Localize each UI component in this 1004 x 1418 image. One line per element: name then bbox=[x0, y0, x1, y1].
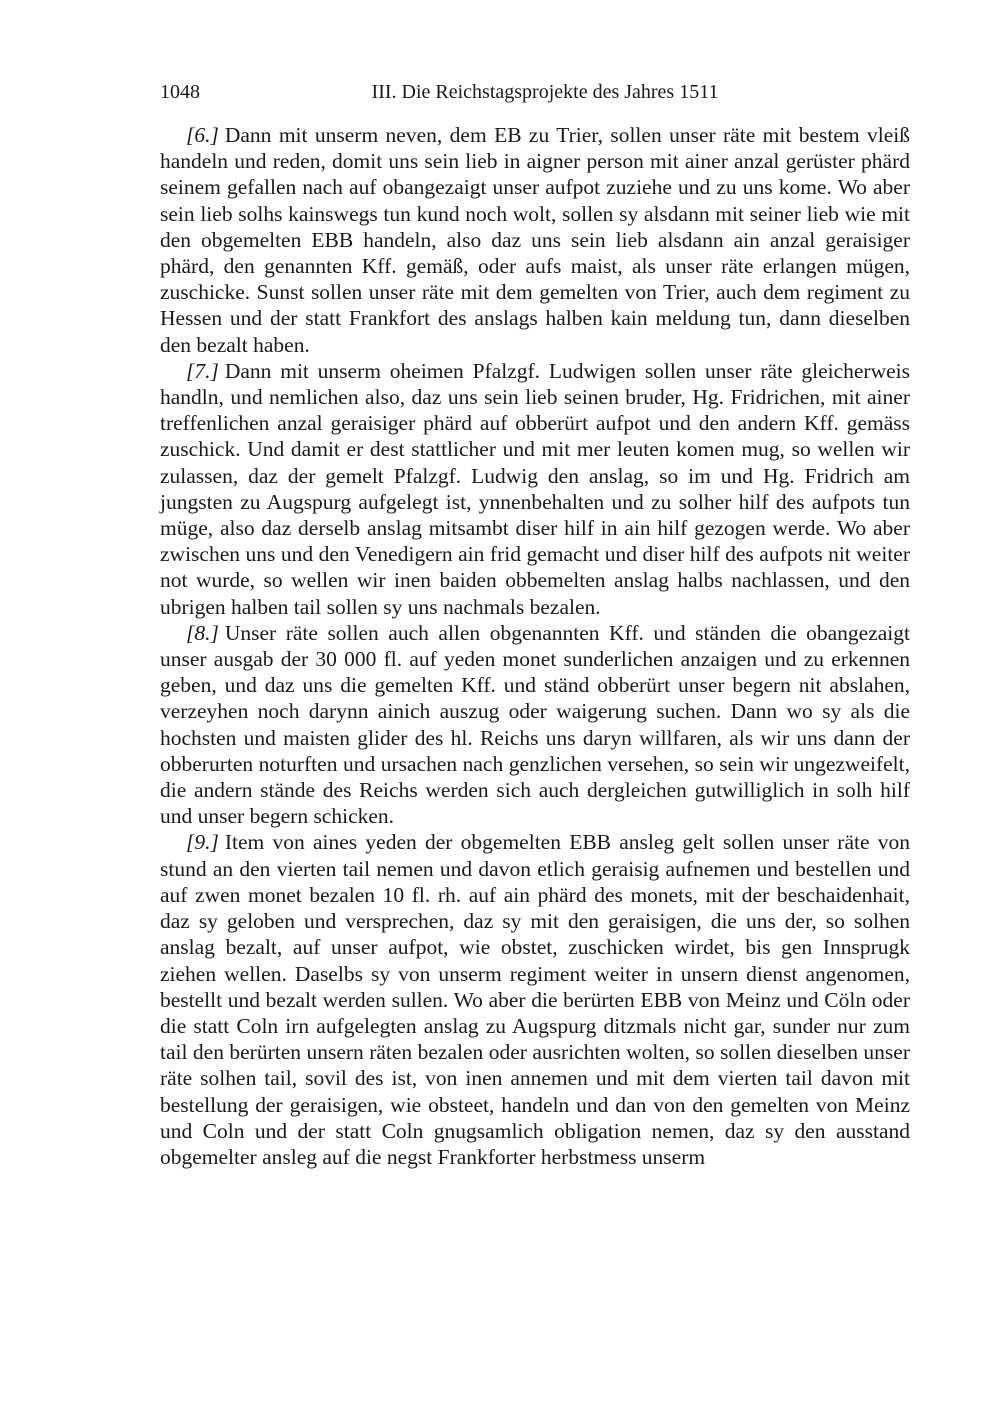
paragraph-number: [9.] bbox=[186, 830, 219, 855]
page-header bbox=[160, 78, 910, 108]
paragraph-6 bbox=[160, 122, 910, 358]
paragraph-text: Unser räte sollen auch allen obgenannten Kff. und ständen die obangezaigt unser ausgab der 30 000 fl. auf yeden monet sunderlichen anzaigen und zu erkennen geben, und daz uns die gemelten Kff. und ständ obberürt unser begern nit abslahen, verzeyhen noch darynn ainich auszug oder waigerung suchen. Dann wo sy als die hochsten und maisten glider des hl. Reichs uns daryn willfaren, als wir uns dann der obberurten noturften und ursachen nach genzlichen versehen, so sein wir ungezweifelt, die andern stände des Reichs werden sich auch dergleichen gutwilliglich in solh hilf und unser begern schicken. bbox=[160, 620, 910, 829]
paragraph-text: Dann mit unserm oheimen Pfalzgf. Ludwigen sollen unser räte gleicherweis handln, und nemlichen also, daz uns sein lieb seinen bruder, Hg. Fridrichen, mit ainer treffenlichen anzal geraisiger phärd auf obberürt aufpot und den andern Kff. gemäss zuschick. Und damit er dest stattlicher und mit mer leuten komen mug, so wellen wir zulassen, daz der gemelt Pfalzgf. Ludwig den anslag, so im und Hg. Fridrich am jungsten zu Augspurg aufgelegt ist, ynnenbehalten und zu solher hilf des aufpots tun müge, also daz derselb anslag mitsambt diser hilf in ain hilf gezogen werde. Wo aber zwischen uns und den Venedigern ain frid gemacht und diser hilf des aufpots nit weiter not wurde, so wellen wir inen baiden obbemelten anslag halbs nachlassen, und den ubrigen halben tail sollen sy uns nachmals bezalen. bbox=[160, 358, 910, 619]
page-number: 1048 bbox=[160, 81, 200, 103]
paragraph-number: [8.] bbox=[186, 620, 219, 645]
body-text bbox=[160, 122, 910, 1170]
document-page bbox=[160, 78, 910, 1170]
paragraph-text: Item von aines yeden der obgemelten EBB ansleg gelt sollen unser räte von stund an den vierten tail nemen und davon etlich geraisig aufnemen und bestellen und auf zwen monet bezalen 10 fl. rh. auf ain phärd des monets, mit der beschaidenhait, daz sy geloben und versprechen, daz sy mit den geraisigen, die uns der, so solhen anslag bezalt, auf unser aufpot, wie obstet, zuschicken wirdet, bis gen Innsprugk ziehen wellen. Daselbs sy von unserm regiment weiter in unsern dienst angenomen, bestellt und bezalt werden sullen. Wo aber die berürten EBB von Meinz und Cöln oder die statt Coln irn aufgelegten anslag zu Augspurg ditzmals nicht gar, sunder nur zum tail den berürten unsern räten bezalen oder ausrichten wolten, so sollen dieselben unser räte solhen tail, sovil des ist, von inen annemen und mit dem vierten tail davon mit bestellung der geraisigen, wie obsteet, handeln und dan von den gemelten von Meinz und Coln und der statt Coln gnugsamlich obligation nemen, daz sy den ausstand obgemelter ansleg auf die negst Frankforter herbstmess unserm bbox=[160, 830, 910, 1169]
paragraph-number: [7.] bbox=[186, 358, 219, 383]
running-title: III. Die Reichstagsprojekte des Jahres 1511 bbox=[371, 81, 719, 103]
paragraph-text: Dann mit unserm neven, dem EB zu Trier, sollen unser räte mit bestem vleiß handeln und reden, domit uns sein lieb in aigner person mit ainer anzal gerüster phärd seinem gefallen nach auf obangezaigt unser aufpot zuziehe und zu uns kome. Wo aber sein lieb solhs kainswegs tun kund noch wolt, sollen sy alsdann mit seiner lieb wie mit den obgemelten EBB handeln, also daz uns sein lieb alsdann ain anzal geraisiger phärd, den genannten Kff. gemäß, oder aufs maist, als unser räte erlangen mügen, zuschicke. Sunst sollen unser räte mit dem gemelten von Trier, auch dem regiment zu Hessen und der statt Frankfort des anslags halben kain meldung tun, dann dieselben den bezalt haben. bbox=[160, 123, 910, 357]
paragraph-8 bbox=[160, 620, 910, 830]
paragraph-7 bbox=[160, 358, 910, 620]
paragraph-9 bbox=[160, 829, 910, 1170]
paragraph-number: [6.] bbox=[186, 123, 219, 147]
